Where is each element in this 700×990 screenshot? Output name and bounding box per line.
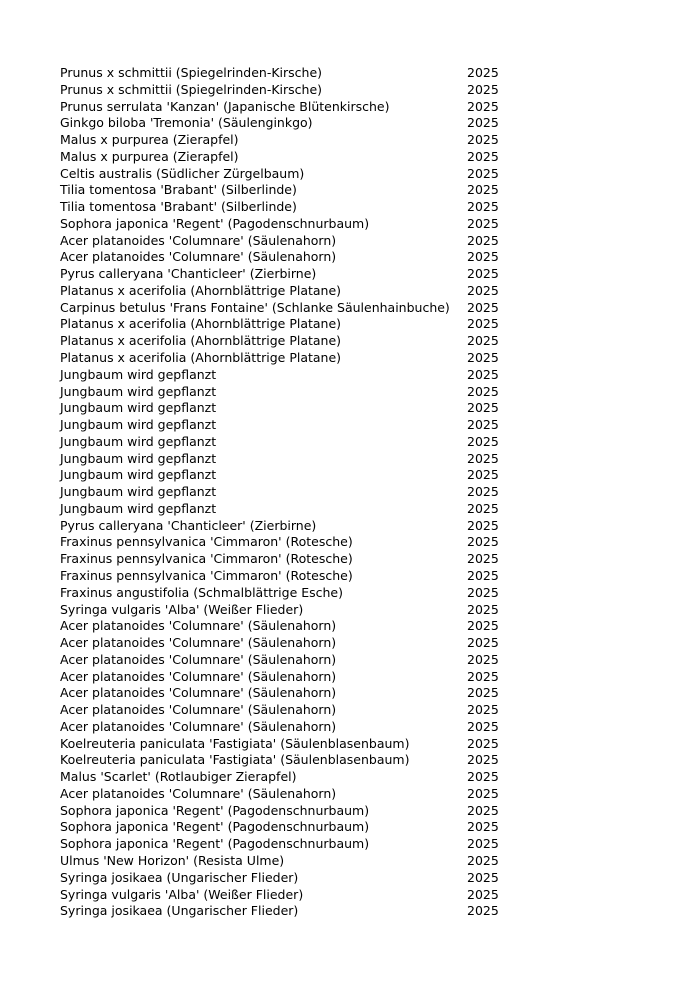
- table-row: [60, 166, 500, 183]
- table-row: [60, 836, 500, 853]
- table-row: [60, 417, 500, 434]
- table-row: [60, 451, 500, 468]
- table-row: [60, 602, 500, 619]
- tree-species-name: Acer platanoides 'Columnare' (Säulenahorn): [60, 702, 337, 718]
- planting-year: 2025: [467, 836, 499, 852]
- tree-species-name: Acer platanoides 'Columnare' (Säulenahorn): [60, 785, 337, 801]
- tree-species-name: Acer platanoides 'Columnare' (Säulenahorn): [60, 685, 337, 701]
- planting-year: 2025: [467, 450, 499, 466]
- table-row: [60, 618, 500, 635]
- table-row: [60, 266, 500, 283]
- table-row: [60, 300, 500, 317]
- tree-species-name: Jungbaum wird gepflanzt: [60, 366, 217, 382]
- table-row: [60, 199, 500, 216]
- table-row: [60, 82, 500, 99]
- planting-year: 2025: [467, 551, 499, 567]
- tree-species-name: Syringa josikaea (Ungarischer Flieder): [60, 903, 299, 919]
- planting-year: 2025: [467, 819, 499, 835]
- planting-year: 2025: [467, 584, 499, 600]
- table-row: [60, 467, 500, 484]
- planting-year: 2025: [467, 852, 499, 868]
- planting-year: 2025: [467, 417, 499, 433]
- tree-species-name: Fraxinus pennsylvanica 'Cimmaron' (Rotesche): [60, 551, 353, 567]
- planting-year: 2025: [467, 65, 499, 80]
- tree-species-name: Koelreuteria paniculata 'Fastigiata' (Säulenblasenbaum): [60, 752, 410, 768]
- table-row: [60, 518, 500, 535]
- table-row: [60, 685, 500, 702]
- tree-species-name: Prunus x schmittii (Spiegelrinden-Kirsche): [60, 65, 323, 80]
- table-row: [60, 132, 500, 149]
- tree-species-name: Platanus x acerifolia (Ahornblättrige Platane): [60, 282, 342, 298]
- tree-species-name: Jungbaum wird gepflanzt: [60, 467, 217, 483]
- tree-species-name: Koelreuteria paniculata 'Fastigiata' (Säulenblasenbaum): [60, 735, 410, 751]
- table-row: [60, 216, 500, 233]
- planting-year: 2025: [467, 400, 499, 416]
- tree-species-name: Tilia tomentosa 'Brabant' (Silberlinde): [60, 182, 297, 198]
- tree-species-name: Jungbaum wird gepflanzt: [60, 450, 217, 466]
- planting-year: 2025: [467, 383, 499, 399]
- tree-species-name: Pyrus calleryana 'Chanticleer' (Zierbirne): [60, 266, 317, 282]
- tree-species-name: Jungbaum wird gepflanzt: [60, 500, 217, 516]
- planting-year: 2025: [467, 316, 499, 332]
- tree-species-name: Carpinus betulus 'Frans Fontaine' (Schlanke Säulenhainbuche): [60, 299, 450, 315]
- table-row: [60, 534, 500, 551]
- tree-species-name: Sophora japonica 'Regent' (Pagodenschnurbaum): [60, 819, 370, 835]
- planting-year: 2025: [467, 266, 499, 282]
- planting-year: 2025: [467, 802, 499, 818]
- tree-species-name: Prunus x schmittii (Spiegelrinden-Kirsche): [60, 81, 323, 97]
- tree-species-name: Malus x purpurea (Zierapfel): [60, 132, 239, 148]
- planting-year: 2025: [467, 534, 499, 550]
- table-row: [60, 333, 500, 350]
- tree-species-name: Acer platanoides 'Columnare' (Säulenahorn): [60, 249, 337, 265]
- table-row: [60, 367, 500, 384]
- planting-year: 2025: [467, 718, 499, 734]
- tree-species-name: Sophora japonica 'Regent' (Pagodenschnurbaum): [60, 802, 370, 818]
- planting-year: 2025: [467, 81, 499, 97]
- table-row: [60, 99, 500, 116]
- table-row: [60, 316, 500, 333]
- tree-species-name: Acer platanoides 'Columnare' (Säulenahorn): [60, 635, 337, 651]
- tree-species-name: Tilia tomentosa 'Brabant' (Silberlinde): [60, 199, 297, 215]
- planting-year: 2025: [467, 299, 499, 315]
- tree-species-name: Syringa vulgaris 'Alba' (Weißer Flieder): [60, 601, 304, 617]
- table-row: [60, 819, 500, 836]
- tree-species-name: Syringa vulgaris 'Alba' (Weißer Flieder): [60, 886, 304, 902]
- tree-planting-list: [60, 65, 500, 920]
- planting-year: 2025: [467, 115, 499, 131]
- planting-year: 2025: [467, 433, 499, 449]
- tree-species-name: Platanus x acerifolia (Ahornblättrige Platane): [60, 316, 342, 332]
- table-row: [60, 652, 500, 669]
- planting-year: 2025: [467, 148, 499, 164]
- table-row: [60, 702, 500, 719]
- tree-species-name: Acer platanoides 'Columnare' (Säulenahorn): [60, 618, 337, 634]
- table-row: [60, 635, 500, 652]
- table-row: [60, 434, 500, 451]
- planting-year: 2025: [467, 484, 499, 500]
- table-row: [60, 903, 500, 920]
- table-row: [60, 182, 500, 199]
- planting-year: 2025: [467, 886, 499, 902]
- planting-year: 2025: [467, 199, 499, 215]
- tree-species-name: Acer platanoides 'Columnare' (Säulenahorn): [60, 668, 337, 684]
- tree-species-name: Sophora japonica 'Regent' (Pagodenschnurbaum): [60, 836, 370, 852]
- table-row: [60, 233, 500, 250]
- table-row: [60, 870, 500, 887]
- tree-species-name: Fraxinus pennsylvanica 'Cimmaron' (Rotesche): [60, 567, 353, 583]
- table-row: [60, 551, 500, 568]
- tree-species-name: Celtis australis (Südlicher Zürgelbaum): [60, 165, 305, 181]
- tree-species-name: Acer platanoides 'Columnare' (Säulenahorn): [60, 232, 337, 248]
- tree-species-name: Platanus x acerifolia (Ahornblättrige Platane): [60, 350, 342, 366]
- planting-year: 2025: [467, 785, 499, 801]
- planting-year: 2025: [467, 752, 499, 768]
- planting-year: 2025: [467, 702, 499, 718]
- planting-year: 2025: [467, 366, 499, 382]
- tree-species-name: Jungbaum wird gepflanzt: [60, 484, 217, 500]
- tree-species-name: Malus 'Scarlet' (Rotlaubiger Zierapfel): [60, 769, 297, 785]
- table-row: [60, 769, 500, 786]
- planting-year: 2025: [467, 869, 499, 885]
- table-row: [60, 887, 500, 904]
- tree-species-name: Fraxinus pennsylvanica 'Cimmaron' (Rotesche): [60, 534, 353, 550]
- planting-year: 2025: [467, 249, 499, 265]
- table-row: [60, 501, 500, 518]
- planting-year: 2025: [467, 601, 499, 617]
- table-row: [60, 65, 500, 82]
- table-row: [60, 149, 500, 166]
- tree-species-name: Acer platanoides 'Columnare' (Säulenahorn): [60, 718, 337, 734]
- tree-species-name: Pyrus calleryana 'Chanticleer' (Zierbirne): [60, 517, 317, 533]
- table-row: [60, 350, 500, 367]
- table-row: [60, 400, 500, 417]
- table-row: [60, 568, 500, 585]
- planting-year: 2025: [467, 668, 499, 684]
- planting-year: 2025: [467, 182, 499, 198]
- planting-year: 2025: [467, 685, 499, 701]
- tree-species-name: Fraxinus angustifolia (Schmalblättrige Esche): [60, 584, 344, 600]
- tree-species-name: Ginkgo biloba 'Tremonia' (Säulenginkgo): [60, 115, 313, 131]
- tree-species-name: Jungbaum wird gepflanzt: [60, 433, 217, 449]
- planting-year: 2025: [467, 350, 499, 366]
- tree-species-name: Prunus serrulata 'Kanzan' (Japanische Blütenkirsche): [60, 98, 390, 114]
- planting-year: 2025: [467, 500, 499, 516]
- table-row: [60, 736, 500, 753]
- table-row: [60, 752, 500, 769]
- table-row: [60, 283, 500, 300]
- planting-year: 2025: [467, 769, 499, 785]
- table-row: [60, 484, 500, 501]
- planting-year: 2025: [467, 903, 499, 919]
- tree-species-name: Syringa josikaea (Ungarischer Flieder): [60, 869, 299, 885]
- planting-year: 2025: [467, 467, 499, 483]
- tree-species-name: Acer platanoides 'Columnare' (Säulenahorn): [60, 651, 337, 667]
- planting-year: 2025: [467, 333, 499, 349]
- table-row: [60, 803, 500, 820]
- tree-species-name: Malus x purpurea (Zierapfel): [60, 148, 239, 164]
- planting-year: 2025: [467, 635, 499, 651]
- table-row: [60, 384, 500, 401]
- table-row: [60, 786, 500, 803]
- table-row: [60, 853, 500, 870]
- table-row: [60, 719, 500, 736]
- tree-species-name: Jungbaum wird gepflanzt: [60, 383, 217, 399]
- planting-year: 2025: [467, 98, 499, 114]
- tree-species-name: Sophora japonica 'Regent' (Pagodenschnurbaum): [60, 215, 370, 231]
- table-row: [60, 115, 500, 132]
- planting-year: 2025: [467, 132, 499, 148]
- tree-species-name: Jungbaum wird gepflanzt: [60, 400, 217, 416]
- planting-year: 2025: [467, 735, 499, 751]
- tree-species-name: Jungbaum wird gepflanzt: [60, 417, 217, 433]
- planting-year: 2025: [467, 282, 499, 298]
- table-row: [60, 585, 500, 602]
- planting-year: 2025: [467, 618, 499, 634]
- planting-year: 2025: [467, 517, 499, 533]
- planting-year: 2025: [467, 165, 499, 181]
- planting-year: 2025: [467, 215, 499, 231]
- tree-species-name: Platanus x acerifolia (Ahornblättrige Platane): [60, 333, 342, 349]
- table-row: [60, 669, 500, 686]
- planting-year: 2025: [467, 232, 499, 248]
- tree-species-name: Ulmus 'New Horizon' (Resista Ulme): [60, 852, 285, 868]
- planting-year: 2025: [467, 651, 499, 667]
- planting-year: 2025: [467, 567, 499, 583]
- table-row: [60, 249, 500, 266]
